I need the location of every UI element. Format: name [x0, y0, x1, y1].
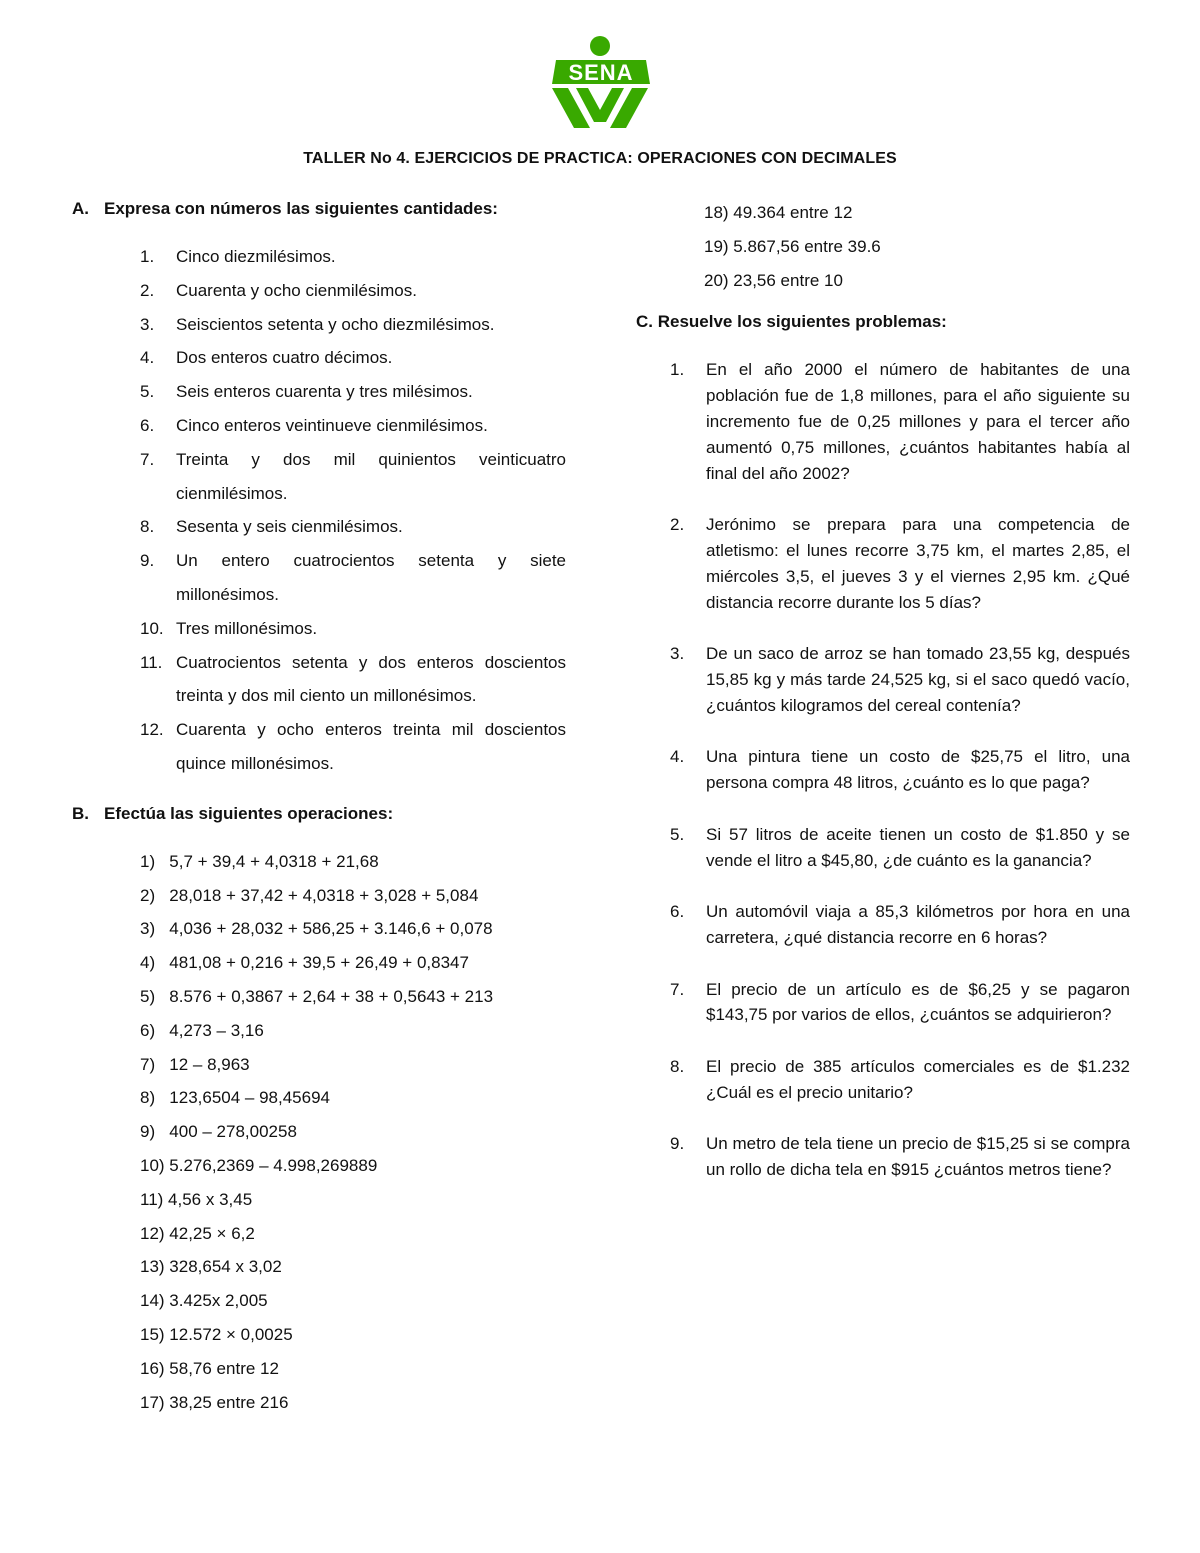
- item-text: Cuarenta y ocho cienmilésimos.: [176, 280, 417, 300]
- problem-item: [636, 822, 1130, 874]
- item-number: 9.: [670, 1134, 685, 1154]
- section-b-letter: B.: [72, 803, 89, 823]
- section-b-heading: [72, 801, 572, 827]
- operation-item: 3) 4,036 + 28,032 + 586,25 + 3.146,6 + 0,078: [140, 919, 493, 939]
- item-text: Jerónimo se prepara para una competencia de atletismo: el lunes recorre 3,75 km, el martes 2,85, el miércoles 3,5, el jueves 3 y el viernes 2,95 km. ¿Qué distancia recorre durante los 5 días?: [706, 515, 1130, 612]
- operation-item: 7) 12 – 8,963: [140, 1054, 250, 1074]
- operation-item: 12) 42,25 × 6,2: [140, 1223, 255, 1243]
- item-number: 1.: [140, 247, 155, 266]
- operation-item: 19) 5.867,56 entre 39.6: [704, 236, 881, 256]
- operation-item: 4) 481,08 + 0,216 + 39,5 + 26,49 + 0,8347: [140, 953, 469, 973]
- operation-item: 16) 58,76 entre 12: [140, 1358, 279, 1378]
- operation-item: 20) 23,56 entre 10: [704, 270, 843, 290]
- item-text: Cuatrocientos setenta y dos enteros doscientos treinta y dos mil ciento un millonésimos.: [176, 652, 566, 706]
- operation-item: 9) 400 – 278,00258: [140, 1122, 297, 1142]
- item-text: El precio de 385 artículos comerciales es de $1.232 ¿Cuál es el precio unitario?: [706, 1056, 1130, 1102]
- item-number: 4.: [140, 348, 155, 368]
- operation-item: 10) 5.276,2369 – 4.998,269889: [140, 1155, 378, 1175]
- exercise-a-item: [72, 510, 566, 544]
- item-number: 9.: [140, 551, 155, 571]
- item-number: 7.: [140, 449, 155, 469]
- item-number: 8.: [140, 517, 155, 537]
- section-c-heading: [636, 309, 1130, 335]
- problem-item: [636, 977, 1130, 1029]
- exercise-a-item: [72, 341, 566, 375]
- item-text: Seis enteros cuarenta y tres milésimos.: [176, 382, 473, 402]
- section-c-letter: C.: [636, 312, 653, 332]
- exercise-a-item: [72, 240, 566, 274]
- item-number: 3.: [140, 314, 155, 334]
- problem-item: [636, 899, 1130, 951]
- operation-item: 17) 38,25 entre 216: [140, 1392, 289, 1412]
- problem-item: [636, 357, 1130, 486]
- item-text: Cinco enteros veintinueve cienmilésimos.: [176, 415, 488, 435]
- item-number: 12.: [140, 720, 164, 740]
- item-number: 6.: [670, 902, 685, 922]
- right-column: [636, 196, 1130, 1209]
- operation-item: 14) 3.425x 2,005: [140, 1291, 268, 1311]
- section-b-list: [72, 845, 572, 1420]
- item-number: 3.: [670, 644, 685, 664]
- sena-logo: [546, 32, 654, 132]
- exercise-a-item: [72, 544, 566, 612]
- item-number: 5.: [140, 382, 155, 402]
- section-a-letter: A.: [72, 199, 89, 218]
- item-text: Un metro de tela tiene un precio de $15,25 si se compra un rollo de dicha tela en $915 ¿cuántos metros tiene?: [706, 1134, 1130, 1180]
- item-number: 4.: [670, 747, 685, 767]
- operation-item: 8) 123,6504 – 98,45694: [140, 1088, 330, 1108]
- item-text: De un saco de arroz se han tomado 23,55 kg, después 15,85 kg y más tarde 24,525 kg, si el saco quedó vacío, ¿cuántos kilogramos del cereal contenía?: [706, 644, 1130, 715]
- sena-logo-text: SENA: [568, 60, 634, 85]
- operation-item: 18) 49.364 entre 12: [704, 203, 853, 222]
- section-a-heading: [72, 196, 572, 222]
- item-number: 10.: [140, 618, 164, 638]
- operation-item: 15) 12.572 × 0,0025: [140, 1324, 293, 1344]
- item-text: Si 57 litros de aceite tienen un costo de $1.850 y se vende el litro a $45,80, ¿de cuánto es la ganancia?: [706, 824, 1130, 870]
- item-text: En el año 2000 el número de habitantes de una población fue de 1,8 millones, para el año siguiente su incremento fue de 0,25 millones y para el tercer año aumentó 0,75 millones, ¿cuántos habitantes había al final del año 2002?: [706, 360, 1130, 483]
- item-text: Una pintura tiene un costo de $25,75 el litro, una persona compra 48 litros, ¿cuánto es lo que paga?: [706, 747, 1130, 793]
- item-number: 2.: [140, 280, 155, 300]
- item-text: Un entero cuatrocientos setenta y siete millonésimos.: [176, 551, 566, 604]
- item-number: 6.: [140, 415, 155, 435]
- problem-item: [636, 512, 1130, 615]
- exercise-a-item: [72, 612, 566, 646]
- item-text: El precio de un artículo es de $6,25 y se pagaron $143,75 por varios de ellos, ¿cuántos se adquirieron?: [706, 979, 1130, 1025]
- exercise-a-item: [72, 375, 566, 409]
- problem-item: [636, 1131, 1130, 1183]
- problem-item: [636, 1054, 1130, 1106]
- section-c-list: [636, 357, 1130, 1183]
- page-title: TALLER No 4. EJERCICIOS DE PRACTICA: OPERACIONES CON DECIMALES: [303, 150, 897, 167]
- item-text: Tres millonésimos.: [176, 618, 318, 638]
- section-b-heading-text: Efectúa las siguientes operaciones:: [104, 803, 394, 823]
- item-text: Sesenta y seis cienmilésimos.: [176, 517, 403, 537]
- section-a-heading-text: Expresa con números las siguientes cantidades:: [104, 199, 498, 218]
- operation-item: 1) 5,7 + 39,4 + 4,0318 + 21,68: [140, 851, 379, 871]
- operation-item: 11) 4,56 x 3,45: [140, 1189, 253, 1209]
- item-number: 1.: [670, 360, 685, 380]
- exercise-a-item: [72, 274, 566, 308]
- item-number: 11.: [140, 652, 163, 672]
- exercise-a-item: [72, 646, 566, 714]
- item-text: Seiscientos setenta y ocho diezmilésimos.: [176, 314, 495, 334]
- item-number: 8.: [670, 1056, 685, 1076]
- exercise-a-item: [72, 713, 566, 781]
- operation-item: 6) 4,273 – 3,16: [140, 1020, 264, 1040]
- item-text: Cuarenta y ocho enteros treinta mil doscientos quince millonésimos.: [176, 720, 566, 773]
- item-text: Dos enteros cuatro décimos.: [176, 348, 393, 368]
- operation-item: 13) 328,654 x 3,02: [140, 1257, 282, 1277]
- section-a-list: [72, 240, 572, 781]
- left-column: [72, 196, 572, 1419]
- problem-item: [636, 641, 1130, 718]
- exercise-a-item: [72, 409, 566, 443]
- exercise-a-item: [72, 308, 566, 342]
- item-text: Un automóvil viaja a 85,3 kilómetros por hora en una carretera, ¿qué distancia recorre en 6 horas?: [706, 902, 1130, 947]
- item-text: Cinco diezmilésimos.: [176, 247, 336, 266]
- problem-item: [636, 744, 1130, 796]
- item-number: 5.: [670, 824, 685, 844]
- operation-item: 2) 28,018 + 37,42 + 4,0318 + 3,028 + 5,084: [140, 885, 479, 905]
- section-c-heading-text: Resuelve los siguientes problemas:: [657, 312, 947, 332]
- item-text: Treinta y dos mil quinientos veinticuatro cienmilésimos.: [176, 449, 566, 503]
- operation-item: 5) 8.576 + 0,3867 + 2,64 + 38 + 0,5643 + 213: [140, 986, 494, 1006]
- section-b-list-continued: [636, 196, 1130, 297]
- item-number: 7.: [670, 979, 685, 999]
- exercise-a-item: [72, 443, 566, 511]
- item-number: 2.: [670, 515, 685, 535]
